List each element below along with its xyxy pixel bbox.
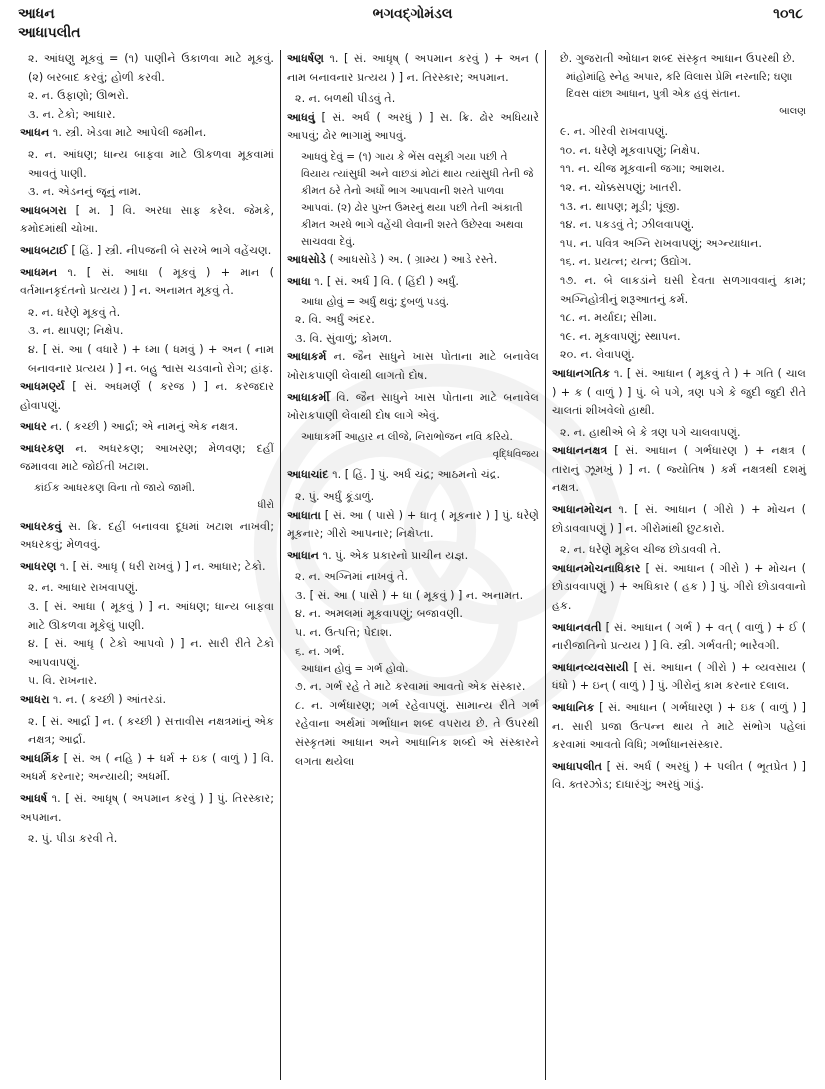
- page-header: [0, 0, 825, 50]
- dictionary-entry: [20, 750, 274, 787]
- sub-sense: ૨. ન. ધરેણે મૂકેલ ચીજ છોડાવવી તે.: [560, 543, 722, 557]
- dictionary-entry: [20, 558, 274, 577]
- sub-sense: ૧૨. ન. ચોક્કસપણું; ખાતરી.: [560, 180, 682, 194]
- definition-text: ન. અધરકણ; આખરણ; મેળવણ; દહીં જમાવવા માટે જોઈતી ખટાશ.: [20, 441, 274, 474]
- dictionary-entry: [20, 418, 274, 437]
- sub-sense: ૨. [ સં. આર્દ્રા ] ન. ( કચ્છી ) સત્તાવીસ નક્ષત્રમાંનું એક નક્ષત્ર; આર્દ્રા.: [28, 714, 274, 747]
- dictionary-entry: [20, 790, 274, 827]
- sub-sense: ૪. [ સં. આધૃ ( ટેકો આપવો ) ] ન. સારી રીતે ટેકો આપવાપણું.: [28, 637, 274, 669]
- definition-text: [ સં. આધાન ( ગીરો ) + વ્યવસાય ( ધંધો ) + ઇન્ ( વાળું ) ] પું. ગીરોનું કામ કરનાર દલાલ.: [552, 660, 806, 693]
- column-right: [546, 50, 812, 1080]
- definition-text: [ સં. આધાન ( ગર્ભ ) + વત્ ( વાળું ) + ઈ ( નારીજાતિનો પ્રત્યય ) ] વિ. સ્ત્રી. ગર્ભવતી; ભારેવગી.: [552, 620, 806, 653]
- dictionary-entry: [552, 758, 806, 795]
- usage-quote: આધા હોવું = અર્ધું થવું; દુબળું પડવું.: [301, 296, 450, 309]
- sub-sense: ૧૧. ન. ચીજ મૂકવાની જગા; આશય.: [560, 162, 725, 176]
- definition-text: ન. ( કચ્છી ) આર્દ્રા; એ નામનું એક નક્ષત્ર.: [46, 420, 239, 434]
- dictionary-entry: [287, 109, 539, 146]
- sub-sense: ૪. [ સં. આ ( વધારે ) + ધ્મા ( ધમવું ) + અન ( નામ બનાવનાર પ્રત્યય ) ] ન. બહુ શ્વાસ ચડવાનો રોગ; હાંફ.: [28, 342, 274, 375]
- headword: આધાનનક્ષત્ર: [552, 444, 608, 458]
- definition-text: [ સં. આધાન ( ગર્ભધારણ ) + નક્ષત્ર ( તારાનું ઝૂમખું ) ] ન. ( જ્યોતિષ ) કર્મ નક્ષત્રથી દશમું નક્ષત્ર.: [552, 444, 806, 495]
- sub-sense: ૨. ન. અગ્નિમાં નાખવું તે.: [295, 570, 409, 584]
- definition-text: [ સં. આધાન ( ગીરો ) + મોચન ( છોડાવવાપણું ) + અધિકાર ( હક ) ] પું. ગીરો છોડાવવાનો હક.: [552, 561, 806, 613]
- usage-quote: આધાકર્મી આહાર ન લીજે, નિરાભોજન નવિ કરિયે.: [301, 430, 513, 443]
- headword: આધરા: [20, 693, 50, 706]
- dictionary-entry: [20, 691, 274, 710]
- usage-quote: માંહોમાંહિ સ્નેહ અપાર, કરિ વિલાસ પ્રેમિ નરનારિ; ઘણા દિવસ વાંછા આધાન, પુત્રી એક હવું સંતાન.: [566, 70, 793, 100]
- dictionary-entry: [20, 202, 274, 239]
- headword: આધસોડે: [287, 252, 326, 266]
- sub-sense: ૧૫. ન. પવિત્ર અગ્નિ રાખવાપણું; અગ્ન્યાધાન.: [560, 236, 762, 250]
- headword: આધબગરા: [20, 203, 67, 217]
- dictionary-entry: [287, 507, 539, 544]
- headword: આધાનમોચનાધિકાર: [552, 561, 641, 575]
- dictionary-entry: [287, 251, 539, 270]
- sub-sense: છે. ગુજરાતી ઓધાન શબ્દ સંસ્કૃત આધાન ઉપરથી છે.: [560, 52, 796, 65]
- headword: આધાનિક: [552, 701, 595, 714]
- headword: આધર્ષણ: [287, 52, 324, 65]
- dictionary-entry: [552, 659, 806, 696]
- headword: આધાનમોચન: [552, 503, 612, 517]
- definition-text: [ હિં. ] સ્ત્રી. નીપજની બે સરખે ભાગે વહેંચણ.: [67, 243, 272, 257]
- sub-sense: ૨. ન. ઉફાણો; ઊભરો.: [28, 89, 129, 103]
- definition-text: ૧. [ સં. આધૃ ( ધરી રાખવું ) ] ન. આધાર; ટેકો.: [56, 559, 266, 573]
- sub-sense: ૩. વિ. સુંવાળું; કોમળ.: [295, 331, 392, 345]
- headword: આધાકર્મ: [287, 350, 327, 364]
- headword: આધાપલીત: [552, 759, 603, 773]
- usage-quote: આધવું દેવું = (૧) ગાય કે ભેંસ વસૂકી ગયા પછી તે વિયાય ત્યાંસુધી અને વાછડાં મોટાં થાય ત્યાંસુધી તેની જે કીમત ઠરે તેનો અર્ધો ભાગ આપવાની શરતે પાળવા આપવાં. (૨) ઢોર પુખ્ત ઉમરનું થયા પછી તેની અંકાતી કીમત અરધે ભાગે વહેંચી લેવાની શરતે ઉછેરવા અથવા સાચવવા દેવું.: [301, 150, 534, 248]
- sub-sense: ૨. ન. બળથી પીડવું તે.: [295, 92, 396, 106]
- dictionary-title: ભગવદ્ગોમંડલ: [372, 6, 453, 22]
- headword: આધર: [20, 420, 47, 434]
- dictionary-entry: [287, 389, 539, 426]
- sub-sense: ૧૯. ન. મૂકવાપણું; સ્થાપન.: [560, 329, 681, 343]
- definition-text: ૧. [ સં. આધાન ( મૂકવું તે ) + ગતિ ( ચાલ ) + ક ( વાળું ) ] પું. બે પગે, ત્રણ પગે કે જુદી જુદી રીતે ચાલતાં શીખવેલો હાથી.: [552, 366, 806, 418]
- usage-quote: આધાન હોવું = ગર્ભ હોવો.: [301, 663, 409, 676]
- definition-text: ૧. [ સં. આધા ( મૂકવું ) + માન ( વર્તમાનકૃદંતનો પ્રત્યય ) ] ન. અનામત મૂકવું તે.: [20, 265, 274, 298]
- dictionary-columns: [14, 50, 814, 1080]
- definition-text: ૧. ન. ( કચ્છી ) આંતરડાં.: [49, 693, 167, 706]
- sub-sense: ૭. ન. ગર્ભ રહે તે માટે કરવામાં આવતો એક સંસ્કાર.: [295, 680, 526, 694]
- dictionary-entry: [287, 547, 539, 566]
- sub-sense: ૨. આંધણુ મૂકવું = (૧) પાણીને ઉકાળવા માટે મૂકવું. (૨) બરબાદ કરવું; હોળી કરવી.: [28, 52, 274, 84]
- guide-word-first: આધન: [18, 6, 55, 22]
- definition-text: ૧. [ સં. અર્ધ ] વિ. ( હિંદી ) અર્ધું.: [310, 274, 459, 288]
- definition-text: વિ. જૈન સાધુને ખાસ પોતાના માટે બનાવેલ ખોરાકપાણી લેવાથી દોષ લાગે એવું.: [287, 390, 539, 423]
- sub-sense: ૨. ન. આંધણ; ધાન્ય બાફવા માટે ઊકળવા મૂકવામાં આવતું પાણી.: [28, 147, 274, 180]
- sub-sense: ૩. ન. ટેકો; આધાર.: [28, 107, 116, 121]
- dictionary-entry: [552, 365, 806, 421]
- definition-text: ન. જૈન સાધુને ખાસ પોતાના માટે બનાવેલ ખોરાકપાણી લેવાથી લાગતો દોષ.: [287, 350, 539, 382]
- dictionary-entry: [287, 50, 539, 87]
- dictionary-entry: [20, 264, 274, 301]
- column-left: [14, 50, 280, 1080]
- guide-word-last: આધાપલીત: [18, 25, 81, 41]
- headword: આધાન: [287, 548, 320, 562]
- dictionary-entry: [20, 378, 274, 415]
- definition-text: ( આધસોડે ) અ. ( ગ્રામ્ય ) આડે રસ્તે.: [325, 252, 498, 266]
- headword: આધમર્ણ્ય: [20, 380, 65, 394]
- headword: આધવું: [287, 110, 315, 124]
- sub-sense: ૨. વિ. અર્ધું અંદર.: [295, 313, 375, 327]
- dictionary-entry: [287, 348, 539, 385]
- sub-sense: ૨. ન. આધાર રાખવાપણું.: [28, 581, 139, 595]
- quote-attribution: વૃદ્ધિવિજય: [492, 448, 539, 460]
- headword: આધાતા: [287, 508, 321, 522]
- dictionary-entry: [20, 440, 274, 477]
- headword: આધા: [287, 274, 311, 288]
- headword: આધમન: [20, 265, 58, 279]
- dictionary-entry: [20, 518, 274, 555]
- sub-sense: ૨. ન. ધરેણે મૂકવું તે.: [28, 305, 121, 319]
- definition-text: ૧. સ્ત્રી. ખેડવા માટે આપેલી જમીન.: [49, 126, 207, 140]
- dictionary-entry: [287, 273, 539, 292]
- sub-sense: ૧૮. ન. મર્યાદા; સીમા.: [560, 311, 657, 325]
- definition-text: [ સં. અધમર્ણ ( કરજ ) ] ન. કરજદાર હોવાપણું.: [20, 380, 274, 412]
- sub-sense: ૧૬. ન. પ્રયત્ન; યત્ન; ઉદ્યોગ.: [560, 255, 692, 269]
- usage-quote: કાંઈક આધરકણ વિના તો જાયે જામી.: [34, 482, 196, 495]
- definition-text: સ. ક્રિ. દહીં બનાવવા દૂધમાં ખટાશ નાખવી; અધરકવું; મેળવવું.: [20, 519, 274, 552]
- headword: આધન: [20, 126, 50, 140]
- definition-text: ૧. પું. એક પ્રકારનો પ્રાચીન યજ્ઞ.: [319, 548, 469, 562]
- sub-sense: ૨. પું. અર્ધું કૂંડાળું.: [295, 489, 375, 503]
- headword: આધર્ષ: [20, 791, 48, 805]
- definition-text: [ સં. આ ( પાસે ) + ધાતૃ ( મૂકનાર ) ] પું. ધરેણે મૂકનાર; ગીરો આપનાર; નિક્ષેપ્તા.: [287, 508, 539, 541]
- dictionary-entry: [552, 442, 806, 498]
- dictionary-entry: [20, 124, 274, 143]
- headword: આધરકવું: [20, 519, 62, 533]
- definition-text: [ સં. અ ( નહિ ) + ધર્મ + ઇક ( વાળું ) ] વિ. અધર્મ કરનાર; અન્યાયી; અધર્મી.: [20, 751, 274, 784]
- dictionary-entry: [552, 619, 806, 656]
- sub-sense: ૨૦. ન. લેવાપણું.: [560, 348, 635, 362]
- sub-sense: ૧૦. ન. ધરેણે મૂકવાપણું; નિક્ષેપ.: [560, 143, 701, 157]
- dictionary-entry: [20, 242, 274, 261]
- headword: આધાચાંદ: [287, 468, 329, 482]
- sub-sense: ૨. પું. પીડા કરવી તે.: [28, 832, 118, 846]
- sub-sense: ૩. [ સં. આધા ( મૂકવું ) ] ન. આંધણ; ધાન્ય બાફવા માટે ઊકળવા મૂકેલું પાણી.: [28, 600, 274, 632]
- quote-attribution: ધીરો: [257, 500, 274, 512]
- sub-sense: ૪. ન. અમલમાં મૂકવાપણું; બજાવણી.: [295, 607, 463, 621]
- headword: આધાનવ્યવસાયી: [552, 660, 629, 674]
- headword: આધર્મિક: [20, 751, 60, 765]
- sub-sense: ૧૭. ન. બે લાકડાંને ઘસી દેવતા સળગાવવાનું કામ; અગ્નિહોત્રીનું શરૂઆતનું કર્મ.: [560, 273, 806, 306]
- dictionary-entry: [552, 560, 806, 616]
- definition-text: ૧. [ સં. આધૃષ્ ( અપમાન કરવું ) + અન ( નામ બનાવનાર પ્રત્યય ) ] ન. તિરસ્કાર; અપમાન.: [287, 52, 539, 84]
- column-middle: [280, 50, 546, 1080]
- definition-text: [ સં. અર્ધ ( અરધું ) + પલીત ( ભૂતપ્રેત ) ] વિ. ક્તરઝોડ; દાધારંગું; અરધું ગાંડું.: [552, 759, 806, 792]
- dictionary-entry: [552, 501, 806, 538]
- sub-sense: ૧૩. ન. થાપણ; મૂડી; પૂંજી.: [560, 199, 680, 213]
- dictionary-entry: [552, 699, 806, 755]
- definition-text: [ મ. ] વિ. અરધા સાફ કરેલ. જેમકે, કમોદમાંથી ચોખા.: [20, 203, 274, 236]
- definition-text: [ સં. અર્ધ ( અરધું ) ] સ. ક્રિ. ઢોર અધિયારે આપવું; ઢોર ભાગામું આપવું.: [287, 110, 539, 143]
- sub-sense: ૩. ન. એડનનું જૂનું નામ.: [28, 185, 142, 199]
- sub-sense: ૩. [ સં. આ ( પાસે ) + ધા ( મૂકવું ) ] ન. અનામત.: [295, 588, 524, 602]
- sub-sense: ૫. ન. ઉત્પત્તિ; પેદાશ.: [295, 626, 393, 640]
- headword: આધાકર્મી: [287, 390, 330, 404]
- sub-sense: ૬. ન. ગર્ભ.: [295, 644, 345, 658]
- quote-attribution: બાલણ: [779, 105, 806, 117]
- sub-sense: ૫. વિ. રાખનાર.: [28, 674, 98, 688]
- sub-sense: ૯. ન. ગીરવી રાખવાપણું.: [560, 125, 669, 139]
- headword: આધરકણ: [20, 441, 65, 455]
- page-number: ૧૦૧૮: [773, 6, 803, 22]
- definition-text: ૧. [ સં. આધાન ( ગીરો ) + મોચન ( છોડાવવાપણું ) ] ન. ગીરોમાંથી છુટકારો.: [552, 503, 806, 535]
- dictionary-entry: [287, 466, 539, 485]
- sub-sense: ૮. ન. ગર્ભધારણ; ગર્ભ રહેવાપણું. સામાન્ય રીતે ગર્ભ રહેવાના અર્થમાં ગર્ભાધાન શબ્દ વપરાય છે. તે ઉપરથી સંસ્કૃતમાં આધાન અને આધાનિક શબ્દો એ સંસ્કારને લગતા થયેલા: [295, 698, 539, 768]
- definition-text: [ સં. આધાન ( ગર્ભધારણ ) + ઇક ( વાળું ) ] ન. સારી પ્રજા ઉત્પન્ન થાય તે માટે સંભોગ પહેલાં કરવામાં આવતો વિધિ; ગર્ભાધાનસંસ્કાર.: [552, 701, 806, 752]
- headword: આધાનગતિક: [552, 366, 611, 380]
- sub-sense: ૧૪. ન. પકડવું તે; ઝીલવાપણું.: [560, 218, 695, 232]
- sub-sense: ૨. ન. હાથીએ બે કે ત્રણ પગે ચાલવાપણું.: [560, 425, 741, 439]
- definition-text: ૧. [ હિં. ] પું. અર્ધ ચંદ્ર; આઠમનો ચંદ્ર.: [328, 468, 501, 482]
- headword: આધબટાઈ: [20, 243, 68, 257]
- headword: આધાનવતી: [552, 620, 602, 634]
- definition-text: ૧. [ સં. આધૃષ્ ( અપમાન કરવું ) ] પું. તિરસ્કાર; અપમાન.: [20, 791, 274, 824]
- sub-sense: ૩. ન. થાપણ; નિક્ષેપ.: [28, 324, 124, 338]
- headword: આધરણ: [20, 559, 57, 573]
